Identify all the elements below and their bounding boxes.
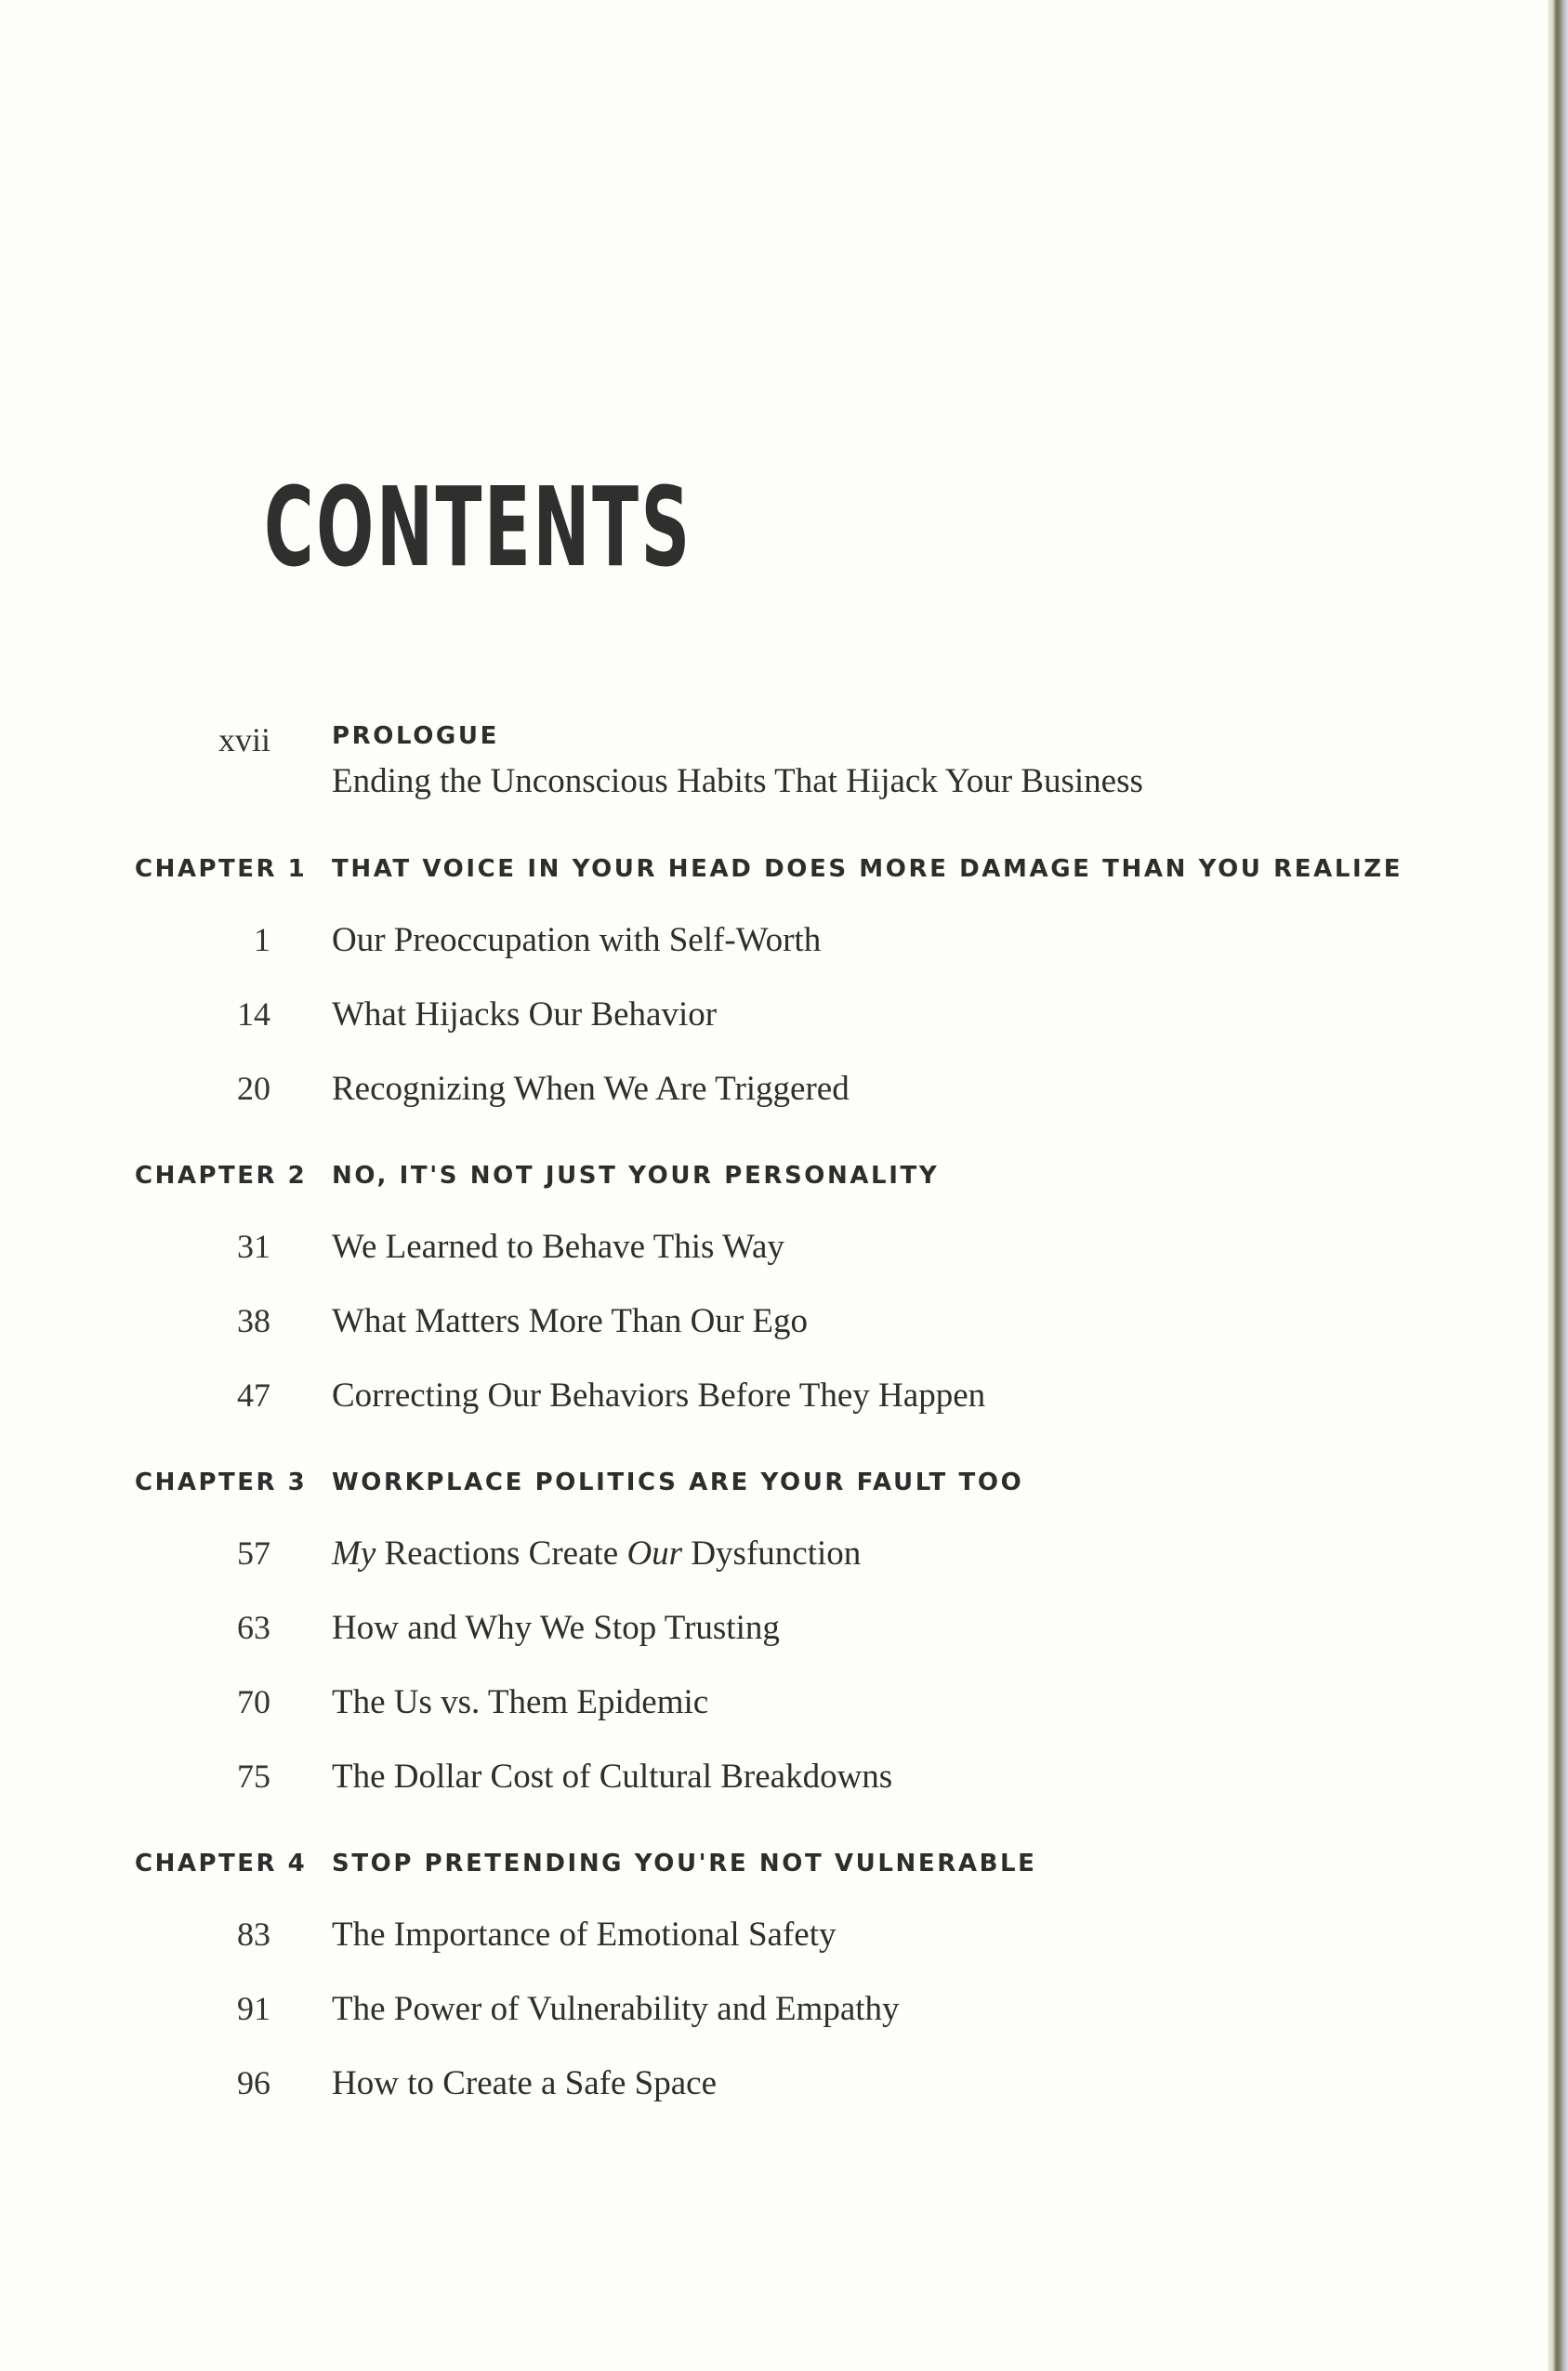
entry-title: Correcting Our Behaviors Before They Happen <box>332 1376 986 1415</box>
entry-title: Our Preoccupation with Self-Worth <box>332 921 822 959</box>
page-number: 70 <box>237 1683 270 1720</box>
chapter-label: CHAPTER 3 <box>135 1469 308 1496</box>
chapter-title: WORKPLACE POLITICS ARE YOUR FAULT TOO <box>332 1469 1024 1496</box>
page-number: 75 <box>237 1758 270 1795</box>
chapter-title: STOP PRETENDING YOU'RE NOT VULNERABLE <box>332 1850 1037 1877</box>
entry-title-italic: My <box>332 1535 376 1573</box>
page-number: 91 <box>237 1990 270 2027</box>
chapter-title: NO, IT'S NOT JUST YOUR PERSONALITY <box>332 1162 940 1190</box>
chapter-label: CHAPTER 1 <box>135 855 308 883</box>
page-number: 47 <box>237 1376 270 1414</box>
entry-title-text: Dysfunction <box>682 1535 862 1573</box>
entry-title: The Power of Vulnerability and Empathy <box>332 1990 900 2028</box>
page-number: 31 <box>237 1228 270 1265</box>
chapter-label: CHAPTER 4 <box>135 1850 308 1877</box>
entry-title: How and Why We Stop Trusting <box>332 1609 780 1647</box>
page-edge-binding <box>1548 0 1568 2371</box>
chapter-label: CHAPTER 2 <box>135 1162 308 1190</box>
entry-title <box>332 1534 861 1574</box>
entry-title: What Hijacks Our Behavior <box>332 995 718 1034</box>
page-number: 38 <box>237 1302 270 1339</box>
section-heading: PROLOGUE <box>332 722 499 750</box>
entry-title-text: Reactions Create <box>376 1535 627 1573</box>
entry-title: Recognizing When We Are Triggered <box>332 1070 850 1108</box>
page-number: 20 <box>237 1070 270 1107</box>
page-number: 83 <box>237 1916 270 1953</box>
page-number: 96 <box>237 2064 270 2101</box>
entry-title: The Dollar Cost of Cultural Breakdowns <box>332 1758 893 1796</box>
entry-title: What Matters More Than Our Ego <box>332 1302 809 1340</box>
page-title: CONTENTS <box>264 463 692 591</box>
page-number: 1 <box>254 921 270 958</box>
entry-title: We Learned to Behave This Way <box>332 1228 784 1266</box>
entry-title: The Importance of Emotional Safety <box>332 1916 837 1954</box>
prologue-subtitle: Ending the Unconscious Habits That Hijack Your Business <box>332 762 1143 800</box>
entry-title-italic: Our <box>626 1535 683 1573</box>
entry-title: How to Create a Safe Space <box>332 2064 718 2102</box>
page-number: 14 <box>237 995 270 1033</box>
entry-title: The Us vs. Them Epidemic <box>332 1683 709 1721</box>
page-number: 57 <box>237 1535 270 1572</box>
page-number: xvii <box>217 721 270 758</box>
page-number: 63 <box>237 1609 270 1646</box>
chapter-title: THAT VOICE IN YOUR HEAD DOES MORE DAMAGE THAN YOU REALIZE <box>332 855 1403 883</box>
